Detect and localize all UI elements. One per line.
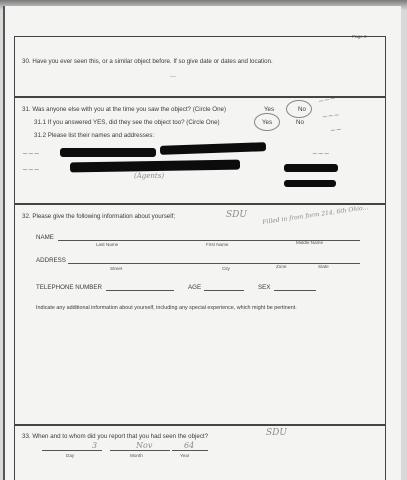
age-line — [204, 290, 244, 291]
handwritten-initials: SDU — [226, 210, 247, 220]
q31-no-option: No — [298, 106, 306, 113]
month-line — [110, 450, 170, 451]
margin-scribble: ~~~ — [22, 150, 40, 158]
sex-line — [274, 290, 316, 291]
margin-scribble: ~~~ — [22, 166, 40, 174]
zone-caption: Zone — [276, 264, 287, 269]
question-31-1: 31.1 If you answered YES, did they see the object too? (Circle One) — [34, 119, 220, 126]
question-32: 32. Please give the following information about yourself; — [22, 213, 176, 220]
day-line — [42, 450, 102, 451]
margin-scribble: ~~~ — [321, 110, 341, 122]
q31-no-circle — [286, 100, 312, 118]
month-value: Nov — [136, 441, 153, 450]
margin-scribble: ~~ — [329, 125, 343, 135]
faint-mark: — — [170, 74, 176, 80]
margin-scribble: ~~~ — [312, 150, 330, 158]
redaction-bar — [284, 164, 338, 172]
month-caption: Month — [130, 453, 143, 458]
handwritten-initials: SDU — [266, 428, 287, 438]
day-caption: Day — [66, 453, 75, 458]
first-name-caption: First Name — [206, 242, 229, 247]
address-label: ADDRESS — [36, 257, 66, 264]
redaction-bar — [60, 148, 156, 157]
q31-1-no-option: No — [296, 119, 304, 126]
year-line — [172, 450, 208, 451]
section-divider — [14, 203, 386, 205]
age-label: AGE — [188, 284, 202, 291]
redaction-bar — [284, 180, 336, 187]
middle-name-caption: Middle Name — [296, 240, 324, 245]
state-caption: State — [318, 264, 329, 269]
margin-scribble: ~~~ — [317, 94, 337, 106]
city-caption: City — [222, 266, 230, 271]
telephone-line — [106, 290, 174, 291]
handwritten-margin-note: Filled in from form 214, 6th Ohio... — [261, 204, 369, 226]
sex-label: SEX — [258, 284, 271, 291]
handwritten-agents: (Agents) — [134, 172, 165, 180]
day-value: 3 — [92, 441, 98, 450]
question-33: 33. When and to whom did you report that you had seen the object? — [22, 433, 209, 440]
page-label: Page 8 — [352, 34, 367, 39]
question-31: 31. Was anyone else with you at the time you saw the object? (Circle One) — [22, 106, 227, 113]
year-value: 64 — [184, 441, 195, 450]
question-30: 30. Have you ever seen this, or a similar object before. If so give date or dates and location. — [22, 58, 273, 65]
q31-1-yes-option: Yes — [262, 119, 273, 126]
address-line — [68, 263, 360, 264]
experience-instruction: Indicate any additional information about yourself, including any special experience, which might be pertinent. — [36, 305, 297, 311]
q31-yes-option: Yes — [264, 106, 275, 113]
q31-1-yes-circle — [254, 113, 280, 131]
name-label: NAME — [36, 234, 54, 241]
year-caption: Year — [180, 453, 190, 458]
section-divider — [14, 424, 386, 426]
telephone-label: TELEPHONE NUMBER — [36, 284, 103, 291]
street-caption: Street — [110, 266, 123, 271]
question-31-2: 31.2 Please list their names and addresses: — [34, 132, 155, 139]
last-name-caption: Last Name — [96, 242, 119, 247]
